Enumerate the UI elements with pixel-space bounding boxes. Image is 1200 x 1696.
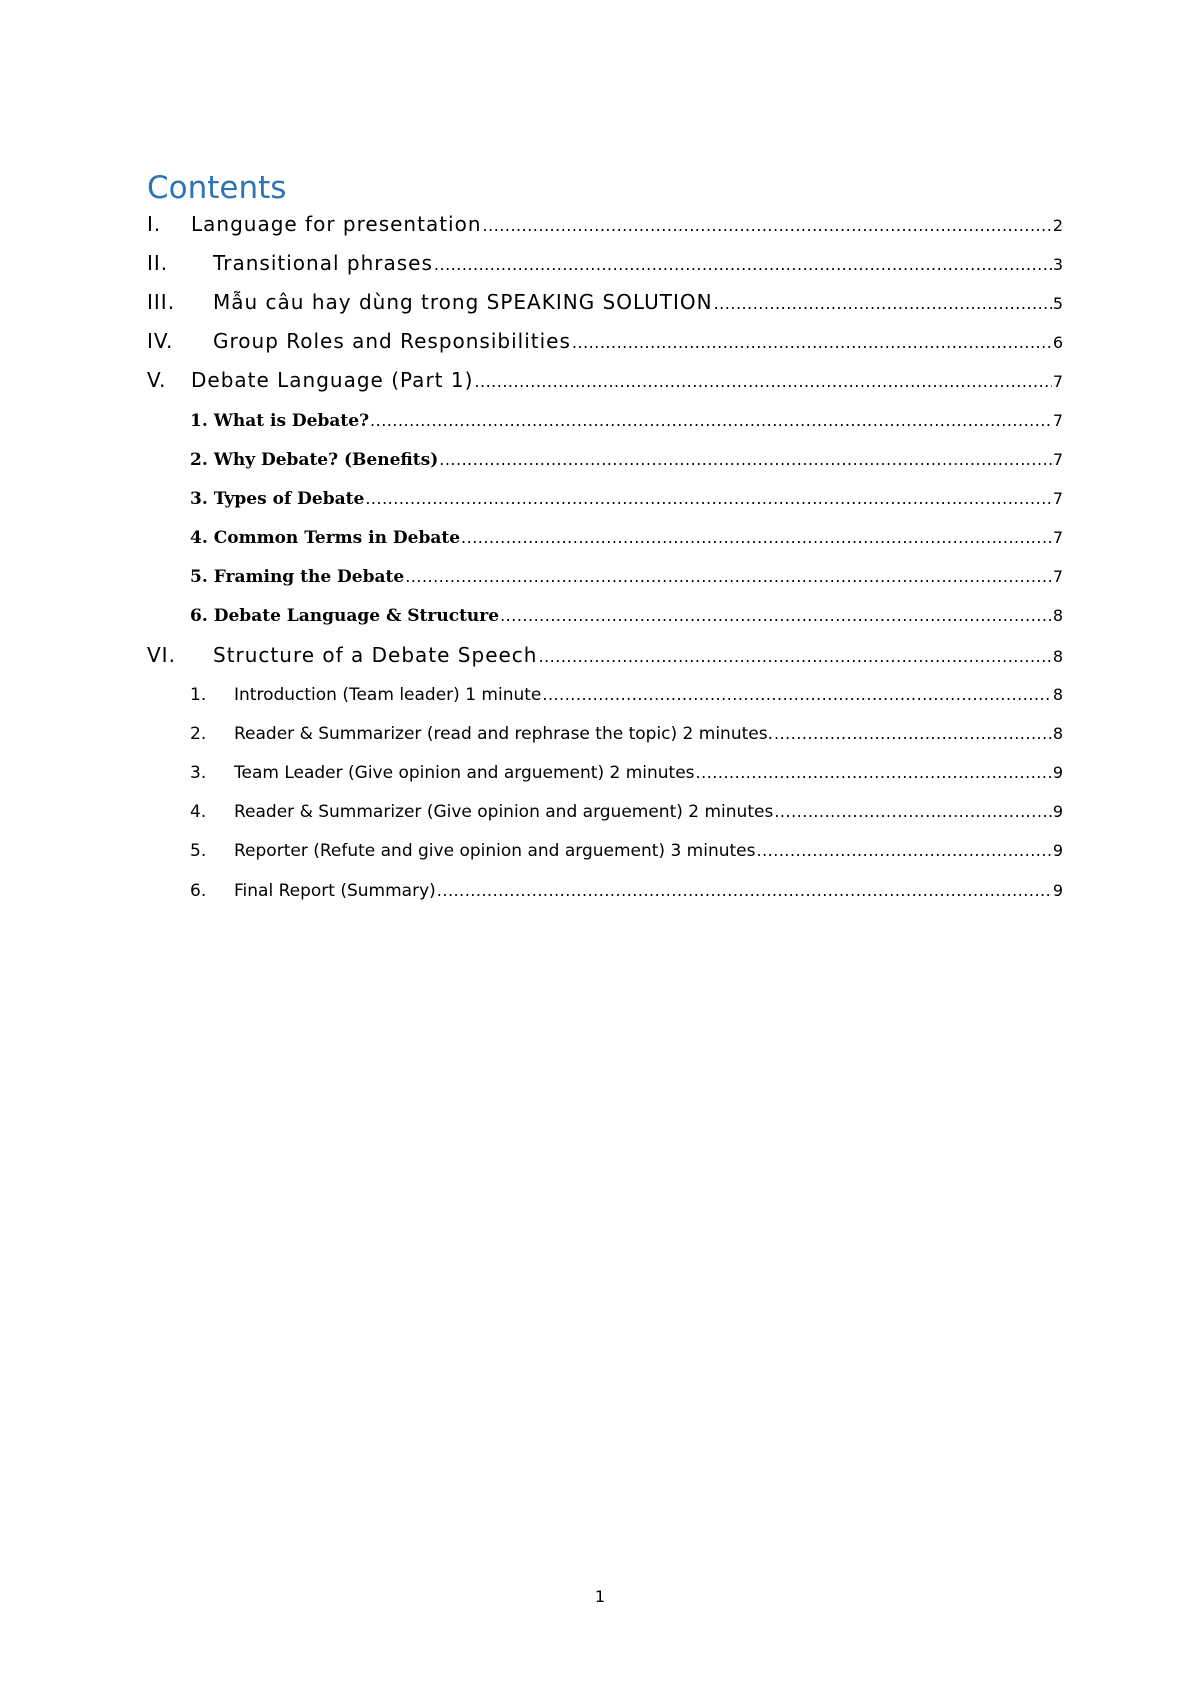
- dot-leader: [483, 216, 1052, 235]
- toc-entry-text: Reporter (Refute and give opinion and arguement) 3 minutes: [234, 841, 756, 861]
- dot-leader: [405, 567, 1052, 586]
- toc-entry-page: 9: [1052, 763, 1063, 782]
- toc-entry-17[interactable]: [190, 841, 1063, 869]
- toc-entry-text: Why Debate? (Benefits): [213, 450, 439, 470]
- dot-leader: [474, 372, 1051, 391]
- toc-entry-page: 8: [1052, 606, 1063, 625]
- dot-leader: [572, 333, 1052, 352]
- toc-entry-8[interactable]: [190, 489, 1063, 517]
- toc-entry-18[interactable]: [190, 881, 1063, 909]
- toc-entry-11[interactable]: [190, 606, 1063, 634]
- toc-entry-text: Debate Language (Part 1): [191, 368, 474, 392]
- toc-entry-text: Team Leader (Give opinion and arguement) 2 minutes: [234, 763, 695, 783]
- toc-entry-number: 5.: [190, 841, 207, 861]
- toc-entry-page: 8: [1052, 685, 1063, 704]
- toc-entry-10[interactable]: [190, 567, 1063, 595]
- toc-entry-number: II.: [147, 251, 169, 275]
- toc-entry-6[interactable]: [190, 411, 1063, 439]
- toc-entry-text: Types of Debate: [213, 489, 365, 509]
- dot-leader: [757, 841, 1052, 860]
- toc-entry-page: 7: [1052, 528, 1063, 547]
- toc-entry-text: Framing the Debate: [213, 567, 405, 587]
- toc-entry-3[interactable]: [147, 290, 1063, 322]
- dot-leader: [434, 255, 1052, 274]
- toc-entry-text: Structure of a Debate Speech: [213, 643, 538, 667]
- dot-leader: [437, 881, 1052, 900]
- toc-entry-number: 6.: [190, 606, 208, 626]
- toc-entry-page: 6: [1052, 333, 1063, 352]
- toc-entry-number: V.: [147, 368, 167, 392]
- dot-leader: [538, 647, 1051, 666]
- toc-entry-page: 7: [1052, 567, 1063, 586]
- toc-entry-text: What is Debate?: [213, 411, 370, 431]
- toc-entry-number: 3.: [190, 763, 207, 783]
- toc-entry-page: 9: [1052, 881, 1063, 900]
- toc-entry-number: 1.: [190, 685, 207, 705]
- toc-entry-13[interactable]: [190, 685, 1063, 713]
- toc-entry-page: 8: [1052, 647, 1063, 666]
- toc-entry-number: IV.: [147, 329, 174, 353]
- dot-leader: [500, 606, 1052, 625]
- toc-entry-page: 5: [1052, 294, 1063, 313]
- toc-entry-text: Language for presentation: [191, 212, 482, 236]
- toc-entry-page: 7: [1052, 489, 1063, 508]
- toc-entry-number: 4.: [190, 528, 208, 548]
- toc-entry-text: Reader & Summarizer (Give opinion and arguement) 2 minutes: [234, 802, 774, 822]
- toc-entry-number: 6.: [190, 881, 207, 901]
- toc-entry-number: 4.: [190, 802, 207, 822]
- toc-entry-page: 2: [1052, 216, 1063, 235]
- toc-entry-1[interactable]: [147, 212, 1063, 244]
- toc-entry-text: Reader & Summarizer (read and rephrase the topic) 2 minutes.: [234, 724, 773, 744]
- dot-leader: [370, 411, 1052, 430]
- dot-leader: [542, 685, 1051, 704]
- dot-leader: [696, 763, 1052, 782]
- toc-entry-12[interactable]: [147, 643, 1063, 675]
- dot-leader: [714, 294, 1052, 313]
- toc-entry-15[interactable]: [190, 763, 1063, 791]
- dot-leader: [461, 528, 1052, 547]
- toc-entry-16[interactable]: [190, 802, 1063, 830]
- toc-entry-number: VI.: [147, 643, 176, 667]
- toc-entry-text: Debate Language & Structure: [213, 606, 500, 626]
- toc-entry-page: 3: [1052, 255, 1063, 274]
- toc-entry-number: 3.: [190, 489, 208, 509]
- toc-entry-page: 9: [1052, 841, 1063, 860]
- toc-entry-page: 7: [1052, 450, 1063, 469]
- toc-entry-text: Mẫu câu hay dùng trong SPEAKING SOLUTION: [213, 290, 713, 314]
- toc-entry-number: 2.: [190, 450, 208, 470]
- toc-entry-text: Final Report (Summary): [234, 881, 436, 901]
- toc-entry-7[interactable]: [190, 450, 1063, 478]
- toc-entry-4[interactable]: [147, 329, 1063, 361]
- toc-entry-number: 5.: [190, 567, 208, 587]
- toc-entry-number: I.: [147, 212, 162, 236]
- toc-entry-page: 9: [1052, 802, 1063, 821]
- toc-entry-page: 7: [1052, 411, 1063, 430]
- toc-entry-number: 2.: [190, 724, 207, 744]
- toc-entry-14[interactable]: [190, 724, 1063, 752]
- toc-heading: Contents: [147, 170, 287, 206]
- toc-entry-text: Introduction (Team leader) 1 minute: [234, 685, 542, 705]
- toc-entry-number: III.: [147, 290, 176, 314]
- dot-leader: [365, 489, 1052, 508]
- toc-entry-text: Group Roles and Responsibilities: [213, 329, 571, 353]
- toc-entry-text: Common Terms in Debate: [213, 528, 461, 548]
- toc-entry-number: 1.: [190, 411, 208, 431]
- dot-leader: [774, 724, 1052, 743]
- toc-entry-page: 8: [1052, 724, 1063, 743]
- toc-entry-2[interactable]: [147, 251, 1063, 283]
- toc-entry-page: 7: [1052, 372, 1063, 391]
- page-number: 1: [594, 1587, 606, 1606]
- toc-entry-text: Transitional phrases: [213, 251, 433, 275]
- toc-entry-9[interactable]: [190, 528, 1063, 556]
- toc-entry-5[interactable]: [147, 368, 1063, 400]
- dot-leader: [439, 450, 1052, 469]
- dot-leader: [774, 802, 1052, 821]
